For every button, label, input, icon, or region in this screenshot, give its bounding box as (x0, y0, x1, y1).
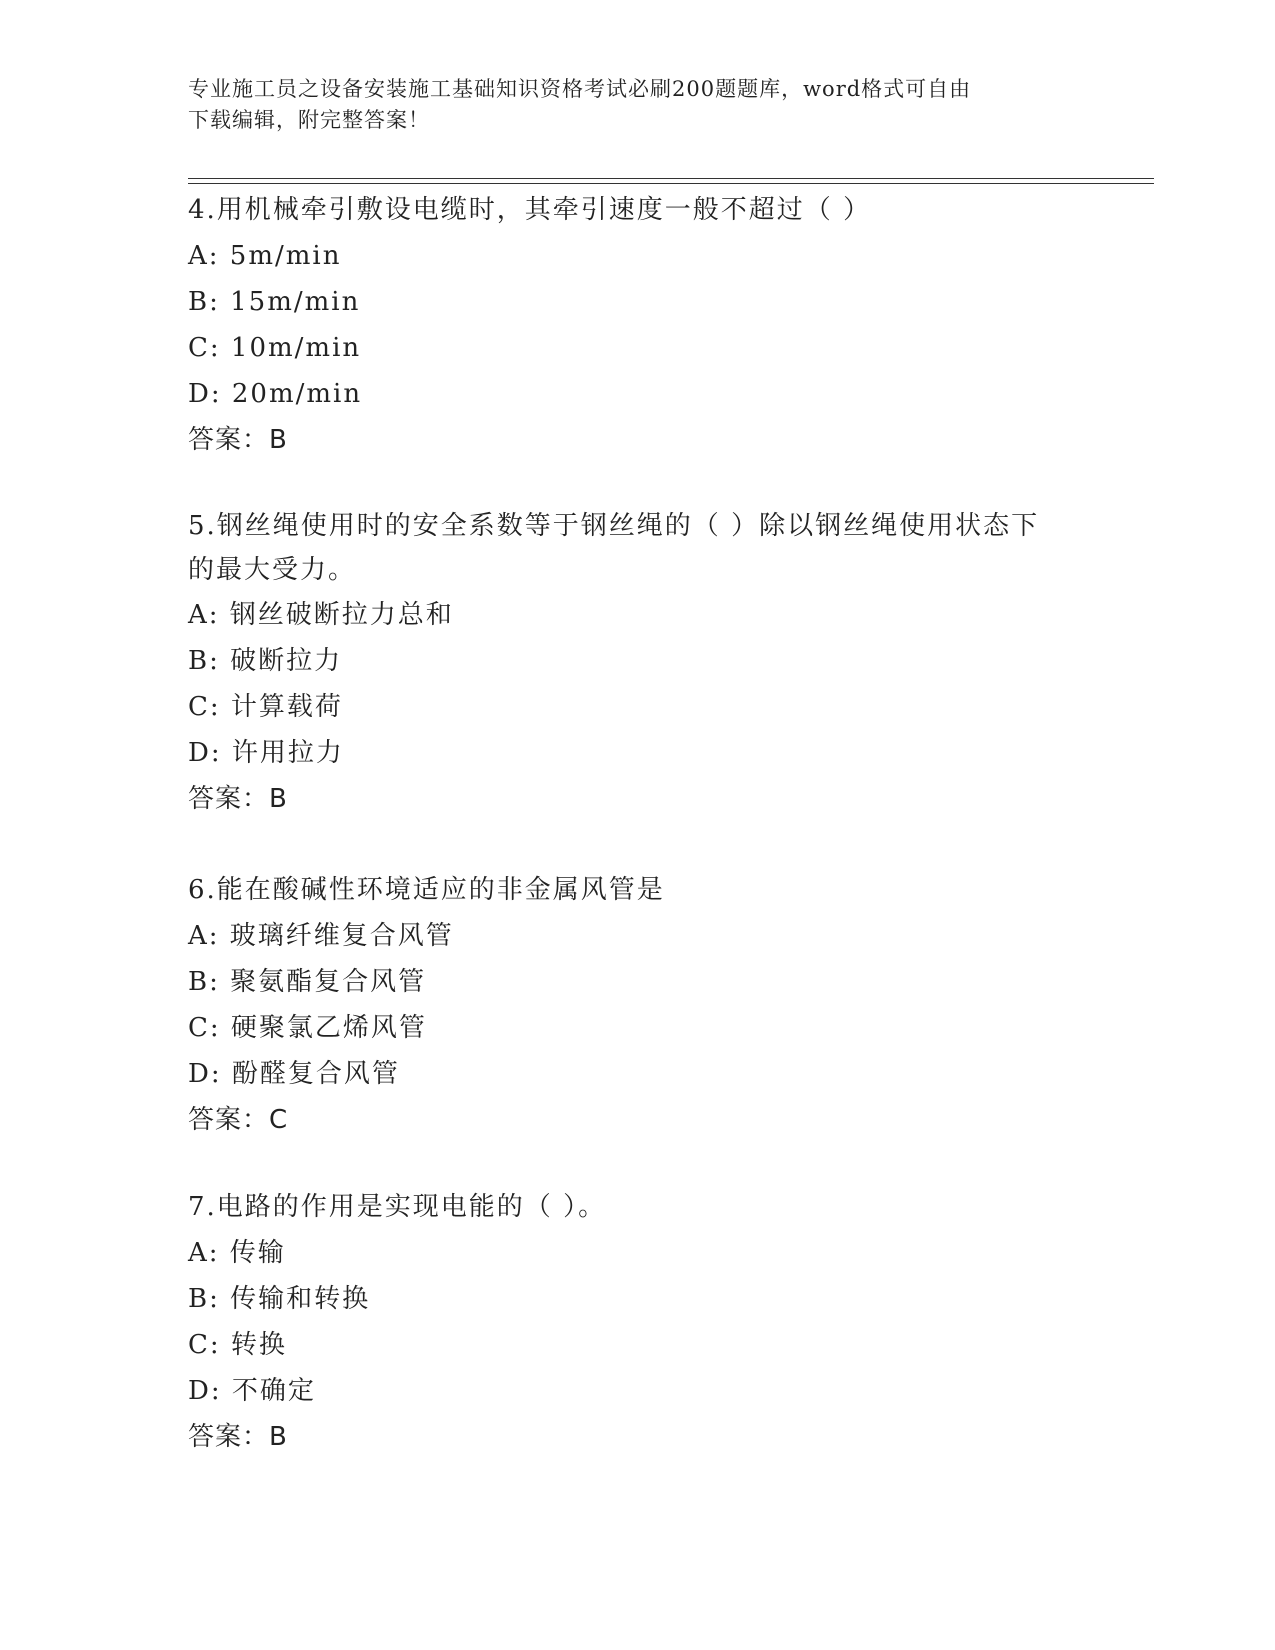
question-stem: 4.用机械牵引敷设电缆时，其牵引速度一般不超过（ ） (188, 195, 872, 225)
answer-label: 答案：C (188, 1105, 289, 1135)
option-d: D: 不确定 (188, 1376, 316, 1406)
answer-label: 答案：B (188, 784, 288, 814)
option-c: C: 计算载荷 (188, 692, 343, 722)
question-6 (188, 867, 1088, 1143)
answer-label: 答案：B (188, 1422, 288, 1452)
option-a: A: 玻璃纤维复合风管 (188, 921, 454, 951)
header-line-1: 专业施工员之设备安装施工基础知识资格考试必刷200题题库，word格式可自由 (188, 77, 972, 101)
option-a: A: 钢丝破断拉力总和 (188, 600, 454, 630)
option-d: D: 20m/min (188, 379, 363, 409)
question-5 (188, 504, 1088, 822)
option-c: C: 10m/min (188, 333, 362, 363)
question-stem: 7.电路的作用是实现电能的（ ）。 (188, 1192, 607, 1222)
question-stem-continued: 的最大受力。 (188, 555, 357, 585)
option-a: A: 5m/min (188, 241, 342, 271)
question-stem: 5.钢丝绳使用时的安全系数等于钢丝绳的（ ）除以钢丝绳使用状态下 (188, 511, 1040, 541)
option-c: C: 硬聚氯乙烯风管 (188, 1013, 427, 1043)
option-a: A: 传输 (188, 1238, 286, 1268)
option-b: B: 传输和转换 (188, 1284, 371, 1314)
header-divider-top (188, 178, 1154, 179)
question-4 (188, 187, 1088, 463)
option-b: B: 破断拉力 (188, 646, 343, 676)
question-7 (188, 1184, 1088, 1460)
header-line-2: 下载编辑，附完整答案！ (188, 108, 430, 132)
option-d: D: 酚醛复合风管 (188, 1059, 400, 1089)
option-c: C: 转换 (188, 1330, 287, 1360)
option-b: B: 15m/min (188, 287, 361, 317)
question-stem: 6.能在酸碱性环境适应的非金属风管是 (188, 875, 665, 905)
document-header (188, 74, 1088, 136)
header-divider-bottom (188, 183, 1154, 184)
option-b: B: 聚氨酯复合风管 (188, 967, 427, 997)
option-d: D: 许用拉力 (188, 738, 344, 768)
answer-label: 答案：B (188, 425, 288, 455)
